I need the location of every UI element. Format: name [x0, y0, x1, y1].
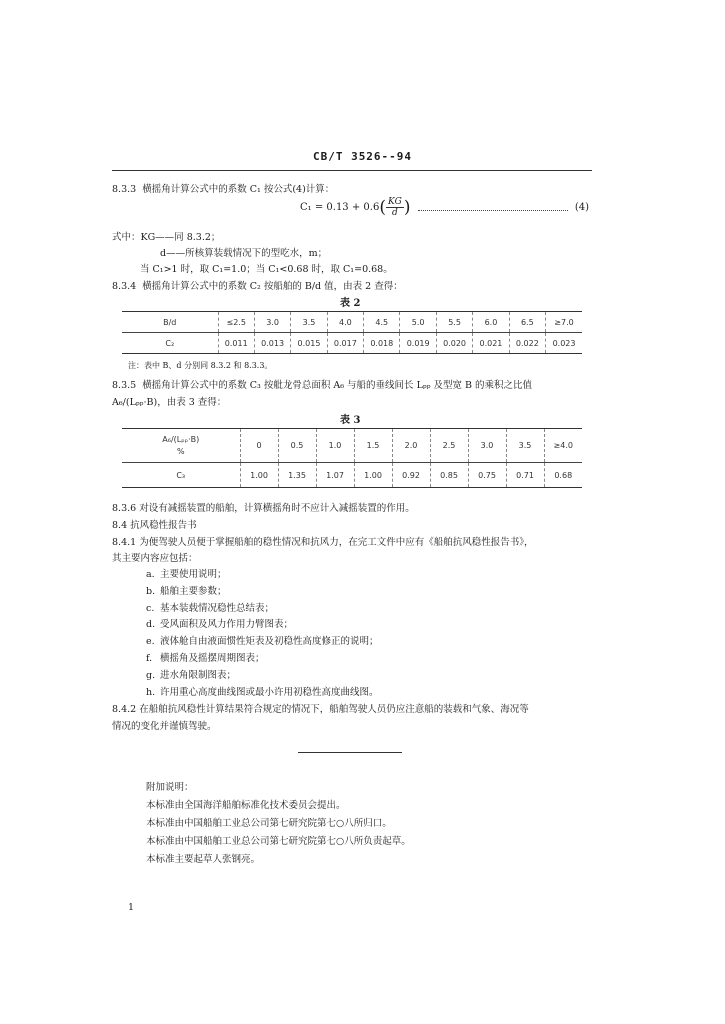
- addendum-line: 本标准由中国船舶工业总公司第七研究院第七○八所归口。: [146, 818, 392, 829]
- table-cell: 0.023: [546, 333, 582, 354]
- clause-number: 8.3.5: [112, 380, 137, 391]
- list-text: 受风面积及风力作用力臂图表；: [160, 619, 294, 630]
- list-label: c.: [146, 603, 155, 614]
- page-number: 1: [128, 902, 135, 913]
- table-cell: 0.71: [506, 463, 544, 488]
- table-cell: 0.5: [278, 429, 316, 463]
- list-item: [146, 633, 379, 647]
- table-2-caption: 表 2: [340, 298, 361, 309]
- table-cell: 6.0: [473, 312, 509, 333]
- clause-8-4-2: 8.4.2 在船舶抗风稳性计算结果符合规定的情况下，船舶驾驶人员仍应注意船的装载和气象、海况等: [112, 704, 529, 715]
- table-cell: 3.0: [468, 429, 506, 463]
- table-cell: 0.013: [254, 333, 290, 354]
- table-cell: 1.0: [316, 429, 354, 463]
- table-cell: C₃: [176, 470, 186, 480]
- table-cell: 0.68: [544, 463, 582, 488]
- table-3: [122, 428, 582, 488]
- clause-8-4-1-line2: 其主要内容应包括：: [112, 553, 198, 564]
- table-cell: 1.35: [278, 463, 316, 488]
- table-cell: 0.021: [473, 333, 509, 354]
- list-item: [146, 583, 227, 597]
- table-cell: ≤2.5: [218, 312, 254, 333]
- table-cell: 1.5: [354, 429, 392, 463]
- table-cell: 0.85: [430, 463, 468, 488]
- list-item: [146, 566, 227, 580]
- list-label: f.: [146, 653, 153, 664]
- table-cell: 0.019: [400, 333, 436, 354]
- table-cell: 2.5: [430, 429, 468, 463]
- end-rule: [298, 752, 402, 753]
- list-text: 液体舱自由液面惯性矩表及初稳性高度修正的说明；: [160, 636, 379, 647]
- clause-8-3-3: [112, 181, 334, 195]
- clause-8-3-6: 8.3.6 对设有减摇装置的船舶，计算横摇角时不应计入减摇装置的作用。: [112, 503, 415, 514]
- list-text: 许用重心高度曲线图或最小许用初稳性高度曲线图。: [160, 687, 379, 698]
- table-cell: B/d: [122, 312, 218, 333]
- table-cell: 0.75: [468, 463, 506, 488]
- where-line-2: d——所核算装载情况下的型吃水，m；: [160, 248, 328, 259]
- formula-4: C₁ = 0.13 + 0.6( $\frac{KG}{d}$ ) (4): [300, 197, 590, 218]
- header-rule: [112, 170, 592, 171]
- list-label: h.: [146, 687, 156, 698]
- table-cell: 5.5: [436, 312, 472, 333]
- addendum-line: 本标准由中国船舶工业总公司第七研究院第七○八所负责起草。: [146, 836, 411, 847]
- where-line-3: 当 C₁>1 时，取 C₁=1.0；当 C₁<0.68 时，取 C₁=0.68。: [140, 264, 393, 275]
- table-cell: C₂: [165, 338, 175, 348]
- fraction-numerator: KG: [387, 197, 402, 207]
- table-cell: 0.022: [509, 333, 545, 354]
- table-2: [122, 311, 582, 354]
- table-cell: 3.0: [254, 312, 290, 333]
- table-3-head-ratio: A₆/(Lₚₚ·B): [162, 434, 200, 444]
- table-cell: 0.015: [291, 333, 327, 354]
- table-3-head-unit: %: [176, 446, 185, 456]
- formula-fraction: [386, 197, 404, 218]
- list-item: [146, 684, 379, 698]
- clause-8-3-4: [112, 278, 403, 292]
- list-text: 横摇角及摇摆周期图表；: [160, 653, 265, 664]
- list-label: d.: [146, 619, 156, 630]
- table-cell: 5.0: [400, 312, 436, 333]
- list-text: 船舶主要参数；: [160, 586, 227, 597]
- fraction-denominator: d: [392, 208, 398, 218]
- table-2-note: 注：表中 B、d 分别同 8.3.2 和 8.3.3。: [128, 361, 273, 370]
- table-cell: 3.5: [506, 429, 544, 463]
- clause-text: 横摇角计算公式中的系数 C₃ 按舭龙骨总面积 A₆ 与船的垂线间长 Lₚₚ 及型宽 B 的乘积之比值: [142, 380, 533, 391]
- clause-8-3-5: [112, 377, 532, 391]
- table-3-caption: 表 3: [340, 415, 361, 426]
- list-label: g.: [146, 670, 156, 681]
- table-cell: 3.5: [291, 312, 327, 333]
- table-cell: 4.5: [364, 312, 400, 333]
- table-cell: 0.018: [364, 333, 400, 354]
- clause-number: 8.3.4: [112, 281, 137, 292]
- formula-lhs: C₁ = 0.13 + 0.6: [300, 202, 380, 213]
- table-cell: 0.92: [392, 463, 430, 488]
- clause-8-4-2-line2: 情况的变化并谨慎驾驶。: [112, 721, 217, 732]
- table-cell: ≥7.0: [546, 312, 582, 333]
- table-cell: 1.00: [354, 463, 392, 488]
- table-cell: 1.00: [240, 463, 278, 488]
- addendum-title: 附加说明：: [146, 782, 194, 793]
- equation-number: (4): [574, 202, 590, 213]
- table-cell: 0: [240, 429, 278, 463]
- clause-8-4-1: 8.4.1 为便驾驶人员便于掌握船舶的稳性情况和抗风力，在完工文件中应有《船舶抗风稳性报告书》，: [112, 537, 534, 548]
- table-cell: 0.020: [436, 333, 472, 354]
- clause-text: 横摇角计算公式中的系数 C₂ 按船舶的 B/d 值，由表 2 查得：: [142, 281, 403, 292]
- table-cell: ≥4.0: [544, 429, 582, 463]
- clause-number: 8.3.3: [112, 184, 137, 195]
- list-text: 主要使用说明；: [160, 569, 227, 580]
- section-8-4-title: 8.4 抗风稳性报告书: [112, 520, 197, 531]
- list-item: [146, 650, 265, 664]
- clause-text: 横摇角计算公式中的系数 C₁ 按公式(4)计算：: [142, 184, 335, 195]
- list-item: [146, 600, 274, 614]
- table-cell: 2.0: [392, 429, 430, 463]
- list-text: 进水角限制图表；: [160, 670, 237, 681]
- clause-8-3-5-line2: A₆/(Lₚₚ·B)，由表 3 查得：: [112, 397, 227, 408]
- table-cell: 6.5: [509, 312, 545, 333]
- list-label: e.: [146, 636, 155, 647]
- table-header-cell: [122, 429, 240, 463]
- addendum-line: 本标准由全国海洋船舶标准化技术委员会提出。: [146, 800, 346, 811]
- list-item: [146, 667, 236, 681]
- leader-dots: [418, 204, 568, 211]
- list-item: [146, 616, 293, 630]
- table-cell: 0.017: [327, 333, 363, 354]
- page-header: CB/T 3526--94: [312, 150, 413, 163]
- table-cell: 4.0: [327, 312, 363, 333]
- list-label: b.: [146, 586, 156, 597]
- table-cell: 1.07: [316, 463, 354, 488]
- list-text: 基本装载情况稳性总结表；: [160, 603, 275, 614]
- table-cell: 0.011: [218, 333, 254, 354]
- where-line-1: 式中：KG——同 8.3.2；: [112, 232, 221, 243]
- addendum-line: 本标准主要起草人张钢亮。: [146, 854, 261, 865]
- list-label: a.: [146, 569, 155, 580]
